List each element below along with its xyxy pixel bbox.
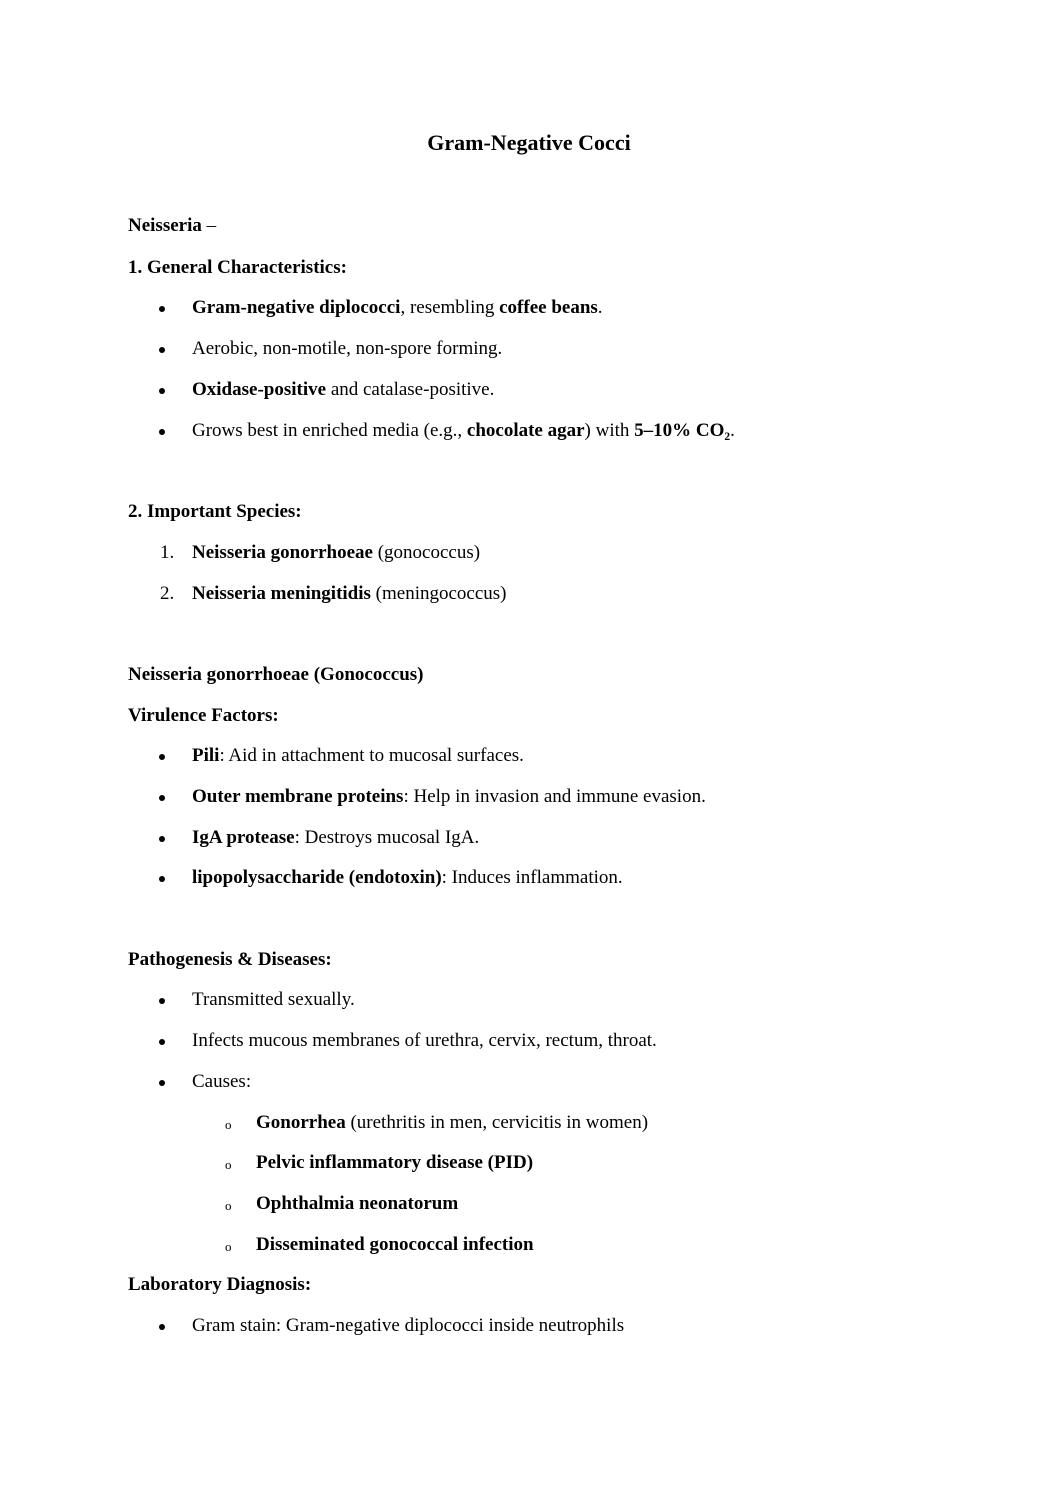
bold-text: Outer membrane proteins: [192, 786, 404, 807]
list-number: 1.: [160, 542, 175, 563]
bullet-icon: [159, 347, 165, 353]
list-item: [192, 296, 603, 320]
bold-text: Disseminated gonococcal infection: [256, 1234, 534, 1255]
text: ) with: [584, 420, 635, 441]
text: Infects mucous membranes of urethra, cervix, rectum, throat.: [192, 1030, 657, 1051]
neisseria-heading-bold: Neisseria: [128, 215, 202, 236]
text: .: [597, 297, 603, 318]
bullet-icon: [159, 1080, 165, 1086]
text: Transmitted sexually.: [192, 989, 355, 1010]
bullet-icon: [159, 1324, 165, 1330]
list-item: [192, 826, 479, 850]
bullet-icon: [159, 795, 165, 801]
list-item: [192, 866, 623, 890]
list-item: [192, 1314, 624, 1338]
text: (gonococcus): [372, 542, 481, 563]
bold-text: Pili: [192, 745, 220, 766]
text: Gram stain: Gram-negative diplococci inside neutrophils: [192, 1315, 625, 1336]
list-item: [192, 378, 494, 402]
text: , resembling: [400, 297, 500, 318]
bold-text: Neisseria gonorrhoeae: [192, 542, 373, 563]
text: (urethritis in men, cervicitis in women): [345, 1112, 649, 1133]
list-item: [192, 744, 524, 768]
bold-text: lipopolysaccharide (endotoxin): [192, 867, 442, 888]
list-item: [192, 541, 480, 565]
page-title: Gram-Negative Cocci: [427, 130, 631, 155]
text: : Aid in attachment to mucosal surfaces.: [219, 745, 524, 766]
bullet-icon: [159, 429, 165, 435]
general-heading: 1. General Characteristics:: [128, 257, 347, 278]
text: Causes:: [192, 1071, 252, 1092]
list-item: [256, 1151, 533, 1175]
bullet-icon: [159, 876, 165, 882]
bold-text: Gonorrhea: [256, 1112, 346, 1133]
bullet-icon: [159, 754, 165, 760]
bullet-icon: [159, 388, 165, 394]
list-item: [256, 1192, 458, 1216]
bullet-icon: [159, 998, 165, 1004]
list-item: [192, 419, 735, 443]
text: (meningococcus): [370, 583, 507, 604]
bullet-icon: [159, 836, 165, 842]
bold-text: Ophthalmia neonatorum: [256, 1193, 459, 1214]
virulence-heading: Virulence Factors:: [128, 705, 279, 726]
bold-text: 5–10% CO₂: [634, 420, 731, 441]
circle-bullet-icon: o: [225, 1198, 232, 1213]
bullet-icon: [159, 306, 165, 312]
list-item: [256, 1111, 648, 1135]
text: Aerobic, non-motile, non-spore forming.: [192, 338, 503, 359]
neisseria-heading: [128, 214, 216, 238]
text: : Help in invasion and immune evasion.: [403, 786, 706, 807]
circle-bullet-icon: o: [225, 1117, 232, 1132]
circle-bullet-icon: o: [225, 1157, 232, 1172]
bold-text: Oxidase-positive: [192, 379, 327, 400]
text: : Induces inflammation.: [441, 867, 623, 888]
neisseria-heading-dash: –: [201, 215, 217, 236]
lab-heading: Laboratory Diagnosis:: [128, 1274, 312, 1295]
list-item: [192, 785, 706, 809]
bold-text: Neisseria meningitidis: [192, 583, 371, 604]
bullet-icon: [159, 1039, 165, 1045]
list-item: [192, 582, 507, 606]
bold-text: Gram-negative diplococci: [192, 297, 401, 318]
bold-text: coffee beans: [499, 297, 598, 318]
text: .: [730, 420, 735, 441]
pathogenesis-heading: Pathogenesis & Diseases:: [128, 949, 332, 970]
list-item: [192, 337, 502, 361]
text: : Destroys mucosal IgA.: [294, 827, 480, 848]
list-number: 2.: [160, 583, 175, 604]
list-item: [192, 988, 355, 1012]
list-item: [256, 1233, 534, 1257]
gonococcus-heading: Neisseria gonorrhoeae (Gonococcus): [128, 664, 424, 685]
bold-text: IgA protease: [192, 827, 295, 848]
text: and catalase-positive.: [326, 379, 495, 400]
species-heading: 2. Important Species:: [128, 501, 302, 522]
circle-bullet-icon: o: [225, 1239, 232, 1254]
bold-text: Pelvic inflammatory disease (PID): [256, 1152, 534, 1173]
text: Grows best in enriched media (e.g.,: [192, 420, 467, 441]
list-item: [192, 1070, 251, 1094]
list-item: [192, 1029, 657, 1053]
bold-text: chocolate agar: [466, 420, 585, 441]
